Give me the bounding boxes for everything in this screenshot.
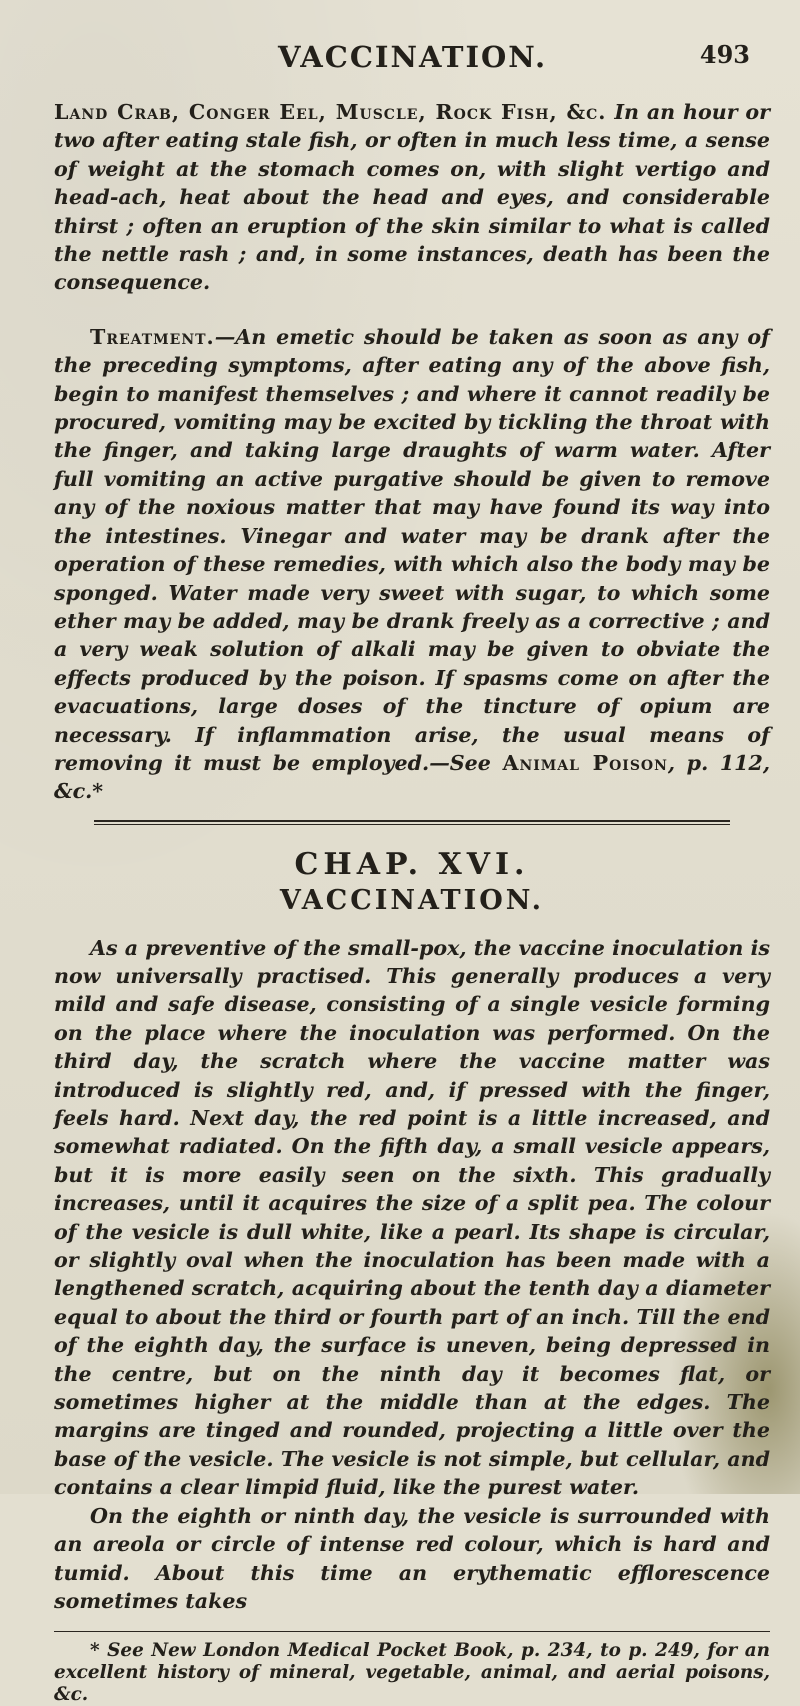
section-title: VACCINATION.: [279, 885, 545, 917]
paragraph-areola: On the eighth or ninth day, the vesicle is surrounded with an areola or circle of intense red colour, which is hard and tumid. About this time an erythematic efflorescence sometimes takes: [54, 1503, 770, 1613]
treatment-text: —An emetic should be taken as soon as any of the preceding symptoms, after eating any of the above fish, begin to manifest themselves ; and where it cannot readily be procured, vomiting may be excited by tickling the throat with the finger, and taking large draughts of warm water. After full vomiting an active purgative should be given to remove any of the noxious matter that may have found its way into the intestines. Vinegar and water may be drank after the operation of these remedies, with which also the body may be sponged. Water made very sweet with sugar, to which some ether may be added, may be drank freely as a corrective ; and a very weak solution of alkali may be given to obviate the effects produced by the poison. If spasms come on after the evacuations, large doses of the tincture of opium are necessary. If inflammation arise, the usual means of removing it must be employed.—See: [54, 324, 770, 775]
fish-list-lead: Land Crab, Conger Eel, Muscle, Rock Fish, &c.: [54, 100, 607, 124]
paragraph-treatment: [54, 323, 770, 806]
running-head: VACCINATION.: [278, 40, 548, 74]
footnote: * See New London Medical Pocket Book, p. 234, to p. 249, for an excellent history of mineral, vegetable, animal, and aerial poisons, &c.: [54, 1640, 770, 1706]
animal-poison-reference: Animal Poison: [502, 750, 668, 775]
paragraph-poisonous-fish: [54, 98, 770, 297]
page-number: 493: [699, 40, 750, 69]
paragraph-vaccination-intro: As a preventive of the small-pox, the vaccine inoculation is now universally practised. This generally produces a very mild and safe disease, consisting of a single vesicle forming on the place where the inoculation was performed. On the third day, the scratch where the vaccine matter was introduced is slightly red, and, if pressed with the finger, feels hard. Next day, the red point is a little increased, and somewhat radiated. On the fifth day, a small vesicle appears, but it is more easily seen on the sixth. This gradually increases, until it acquires the size of a split pea. The colour of the vesicle is dull white, like a pearl. Its shape is circular, or slightly oval when the inoculation has been made with a lengthened scratch, acquiring about the tenth day a diameter equal to about the third or fourth part of an inch. Till the end of the eighth day, the surface is uneven, being depressed in the centre, but on the ninth day it becomes flat, or sometimes higher at the middle than at the edges. The margins are tinged and rounded, projecting a little over the base of the vesicle. The vesicle is not simple, but cellular, and contains a clear limpid fluid, like the purest water.: [54, 935, 770, 1500]
section-divider: [94, 820, 730, 825]
page-header: [278, 40, 750, 90]
treatment-tail: , p. 112, &c.*: [54, 750, 770, 804]
chapter-heading: CHAP. XVI.: [294, 846, 530, 882]
footnote-divider: [54, 1631, 770, 1632]
treatment-lead: Treatment.: [90, 324, 215, 349]
page-body: [54, 98, 770, 1706]
fish-poison-text: In an hour or two after eating stale fish, or often in much less time, a sense of weight at the stomach comes on, with slight vertigo and head-ach, heat about the head and eyes, and considerable thirst ; often an eruption of the skin similar to what is called the nettle rash ; and, in some instances, death has been the consequence.: [54, 100, 771, 295]
